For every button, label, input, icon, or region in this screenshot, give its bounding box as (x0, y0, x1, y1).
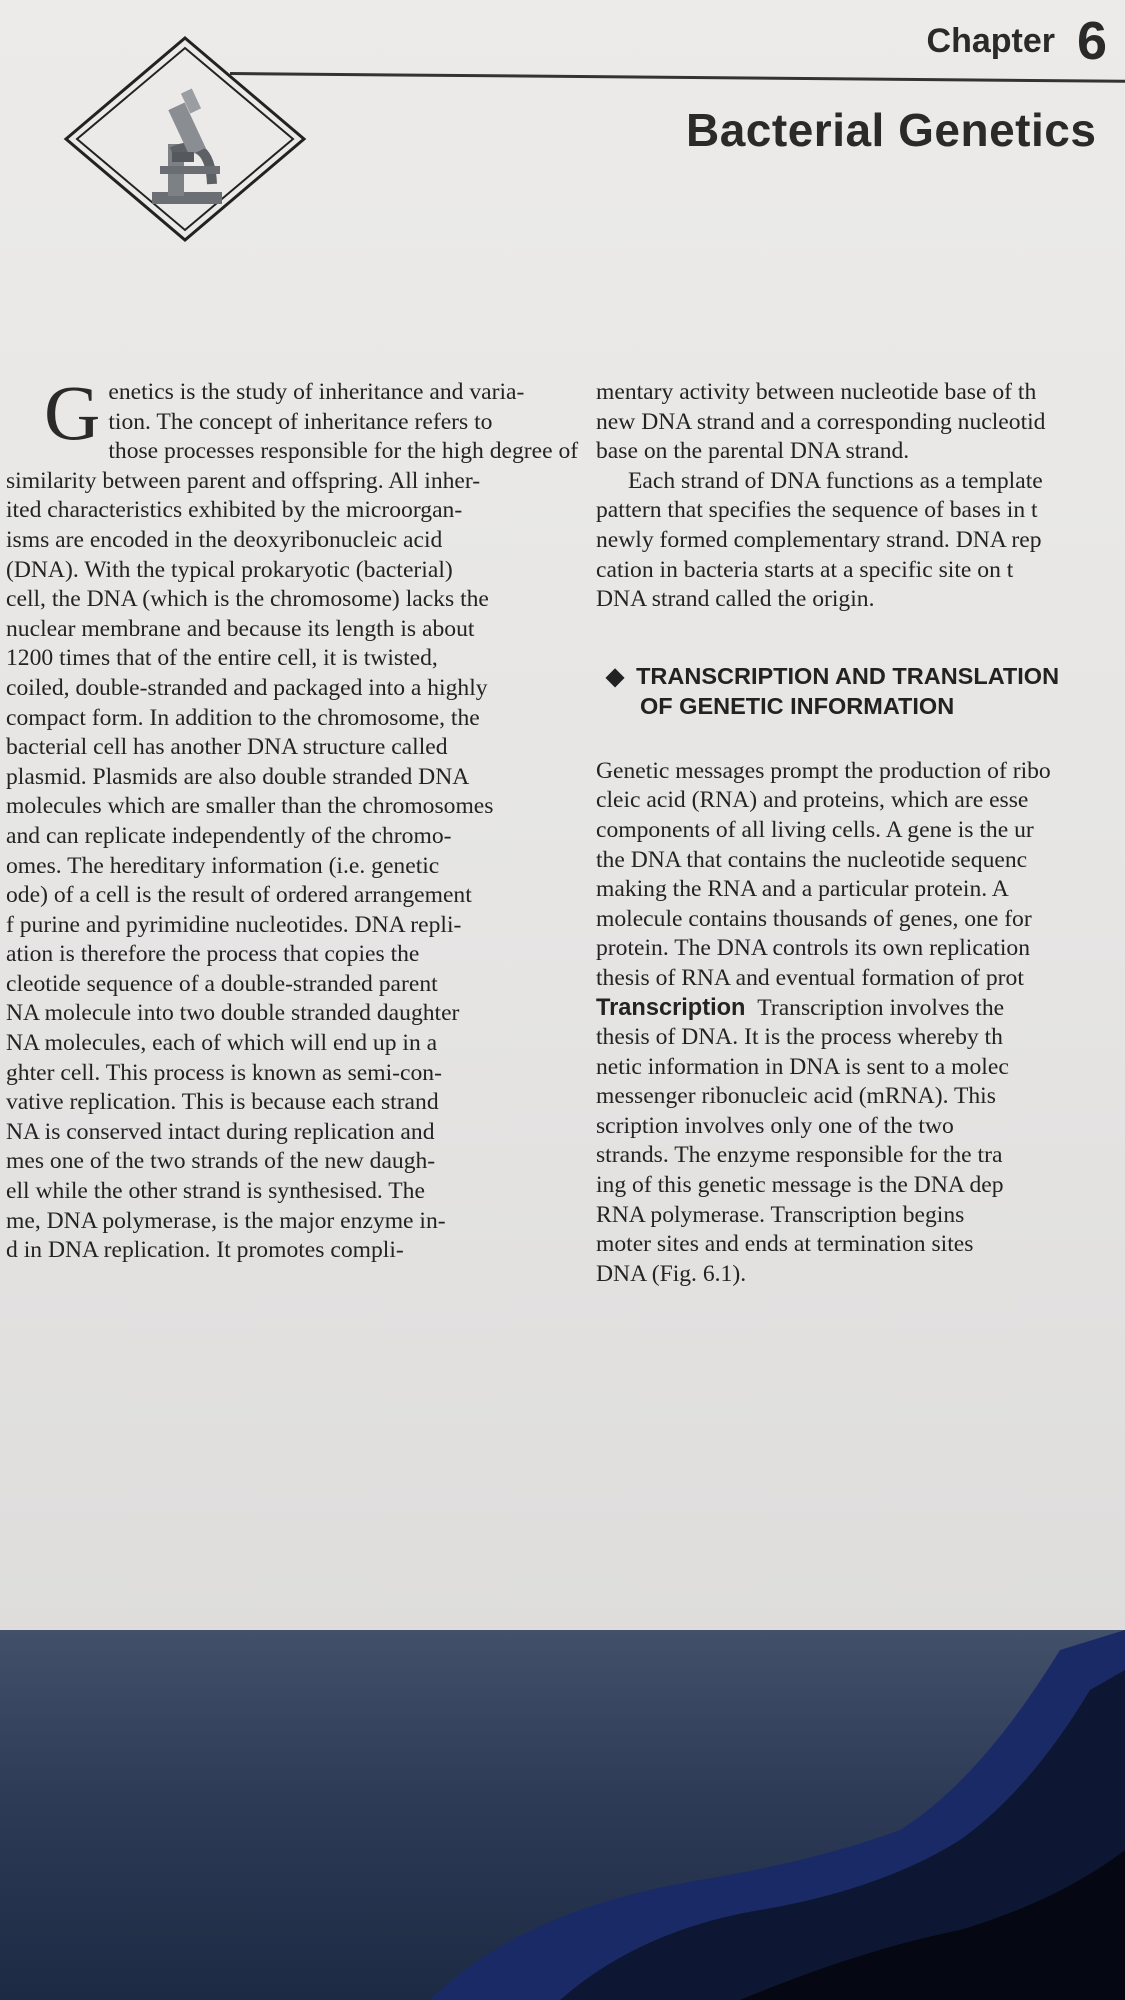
body-line: NA molecule into two double stranded daughter (6, 1000, 460, 1027)
body-line: coiled, double-stranded and packaged into a highly (6, 674, 488, 701)
body-line: the DNA that contains the nucleotide sequenc (596, 846, 1028, 873)
body-line: ell while the other strand is synthesised. The (6, 1178, 425, 1205)
body-line: isms are encoded in the deoxyribonucleic acid (6, 526, 443, 553)
heading-line: TRANSCRIPTION AND TRANSLATION (636, 662, 1060, 689)
body-line: cell, the DNA (which is the chromosome) lacks the (6, 586, 489, 613)
body-line: nuclear membrane and because its length is about (6, 615, 475, 642)
paragraph (596, 994, 1125, 1290)
body-line: cleic acid (RNA) and proteins, which are esse (596, 787, 1029, 814)
body-line: new DNA strand and a corresponding nucleotid (596, 408, 1046, 435)
body-line: ode) of a cell is the result of ordered arrangement (6, 882, 472, 909)
body-line: molecules which are smaller than the chromosomes (6, 793, 494, 820)
body-line: 1200 times that of the entire cell, it is twisted, (6, 645, 438, 672)
body-line: d in DNA replication. It promotes compli- (6, 1237, 404, 1264)
body-line: NA is conserved intact during replication and (6, 1118, 435, 1145)
body-line: messenger ribonucleic acid (mRNA). This (596, 1083, 996, 1110)
body-line: f purine and pyrimidine nucleotides. DNA repli- (6, 911, 462, 938)
body-line: strands. The enzyme responsible for the tra (596, 1142, 1003, 1169)
body-line: Each strand of DNA functions as a template (628, 467, 1043, 494)
body-line: similarity between parent and offspring. All inher- (6, 467, 481, 494)
body-line: RNA polymerase. Transcription begins (596, 1201, 965, 1228)
paragraph (628, 467, 1125, 497)
chapter-title: Bacterial Genetics (686, 104, 1097, 156)
body-line: making the RNA and a particular protein. A (596, 876, 1009, 903)
header-rule (230, 72, 1125, 83)
body-line: scription involves only one of the two (596, 1112, 954, 1139)
body-line: enetics is the study of inheritance and varia- (108, 379, 525, 405)
paragraph (596, 378, 1125, 467)
body-line: DNA (Fig. 6.1). (596, 1260, 747, 1287)
body-line: DNA strand called the origin. (596, 586, 875, 613)
body-line: and can replicate independently of the chromo- (6, 822, 452, 849)
body-line: molecule contains thousands of genes, one for (596, 905, 1032, 932)
body-line: bacterial cell has another DNA structure called (6, 734, 448, 761)
body-line: newly formed complementary strand. DNA rep (596, 526, 1042, 553)
body-line: NA molecules, each of which will end up in a (6, 1030, 438, 1057)
body-line: cleotide sequence of a double-stranded parent (6, 970, 438, 997)
body-line: omes. The hereditary information (i.e. genetic (6, 852, 440, 879)
term-transcription: Transcription (596, 994, 746, 1021)
body-line: thesis of DNA. It is the process whereby th (596, 1024, 1003, 1051)
body-line: Genetic messages prompt the production of ribo (596, 757, 1051, 784)
body-line: vative replication. This is because each strand (6, 1089, 439, 1116)
body-line: (DNA). With the typical prokaryotic (bacterial) (6, 556, 453, 583)
body-line: cation in bacteria starts at a specific site on t (596, 556, 1014, 583)
body-line: base on the parental DNA strand. (596, 438, 910, 465)
paragraph (596, 757, 1125, 994)
body-line: pattern that specifies the sequence of bases in t (596, 497, 1038, 524)
body-line: protein. The DNA controls its own replication (596, 935, 1031, 962)
chapter-label: Chapter (926, 22, 1055, 60)
body-line: ited characteristics exhibited by the microorgan- (6, 497, 463, 524)
section-heading (606, 661, 1125, 721)
diamond-bullet-icon: ◆ (606, 662, 625, 689)
drop-cap: G (44, 369, 101, 456)
body-line: ing of this genetic message is the DNA dep (596, 1172, 1004, 1199)
body-line: netic information in DNA is sent to a molec (596, 1053, 1009, 1080)
body-line: thesis of RNA and eventual formation of prot (596, 964, 1024, 991)
heading-line: OF GENETIC INFORMATION (640, 692, 955, 719)
left-column (6, 369, 579, 1266)
body-line: ghter cell. This process is known as semi-con- (6, 1059, 442, 1086)
right-column (596, 378, 1125, 1289)
body-line: those processes responsible for the high degree of (108, 438, 579, 465)
body-line: me, DNA polymerase, is the major enzyme in- (6, 1207, 446, 1234)
body-line: ation is therefore the process that copies the (6, 941, 420, 968)
body-text: Transcription involves the (757, 994, 1005, 1021)
chapter-number: 6 (1076, 11, 1107, 71)
body-line: mes one of the two strands of the new daugh- (6, 1148, 436, 1175)
microscope-icon (60, 34, 310, 244)
dark-cloth (0, 1630, 1125, 2000)
body-line: tion. The concept of inheritance refers to (108, 408, 493, 435)
body-line: components of all living cells. A gene is the ur (596, 816, 1034, 843)
body-line: compact form. In addition to the chromosome, the (6, 704, 480, 731)
body-line: moter sites and ends at termination sites (596, 1231, 974, 1258)
body-line: mentary activity between nucleotide base of th (596, 379, 1037, 405)
paragraph (596, 496, 1125, 614)
body-line: plasmid. Plasmids are also double stranded DNA (6, 763, 470, 790)
